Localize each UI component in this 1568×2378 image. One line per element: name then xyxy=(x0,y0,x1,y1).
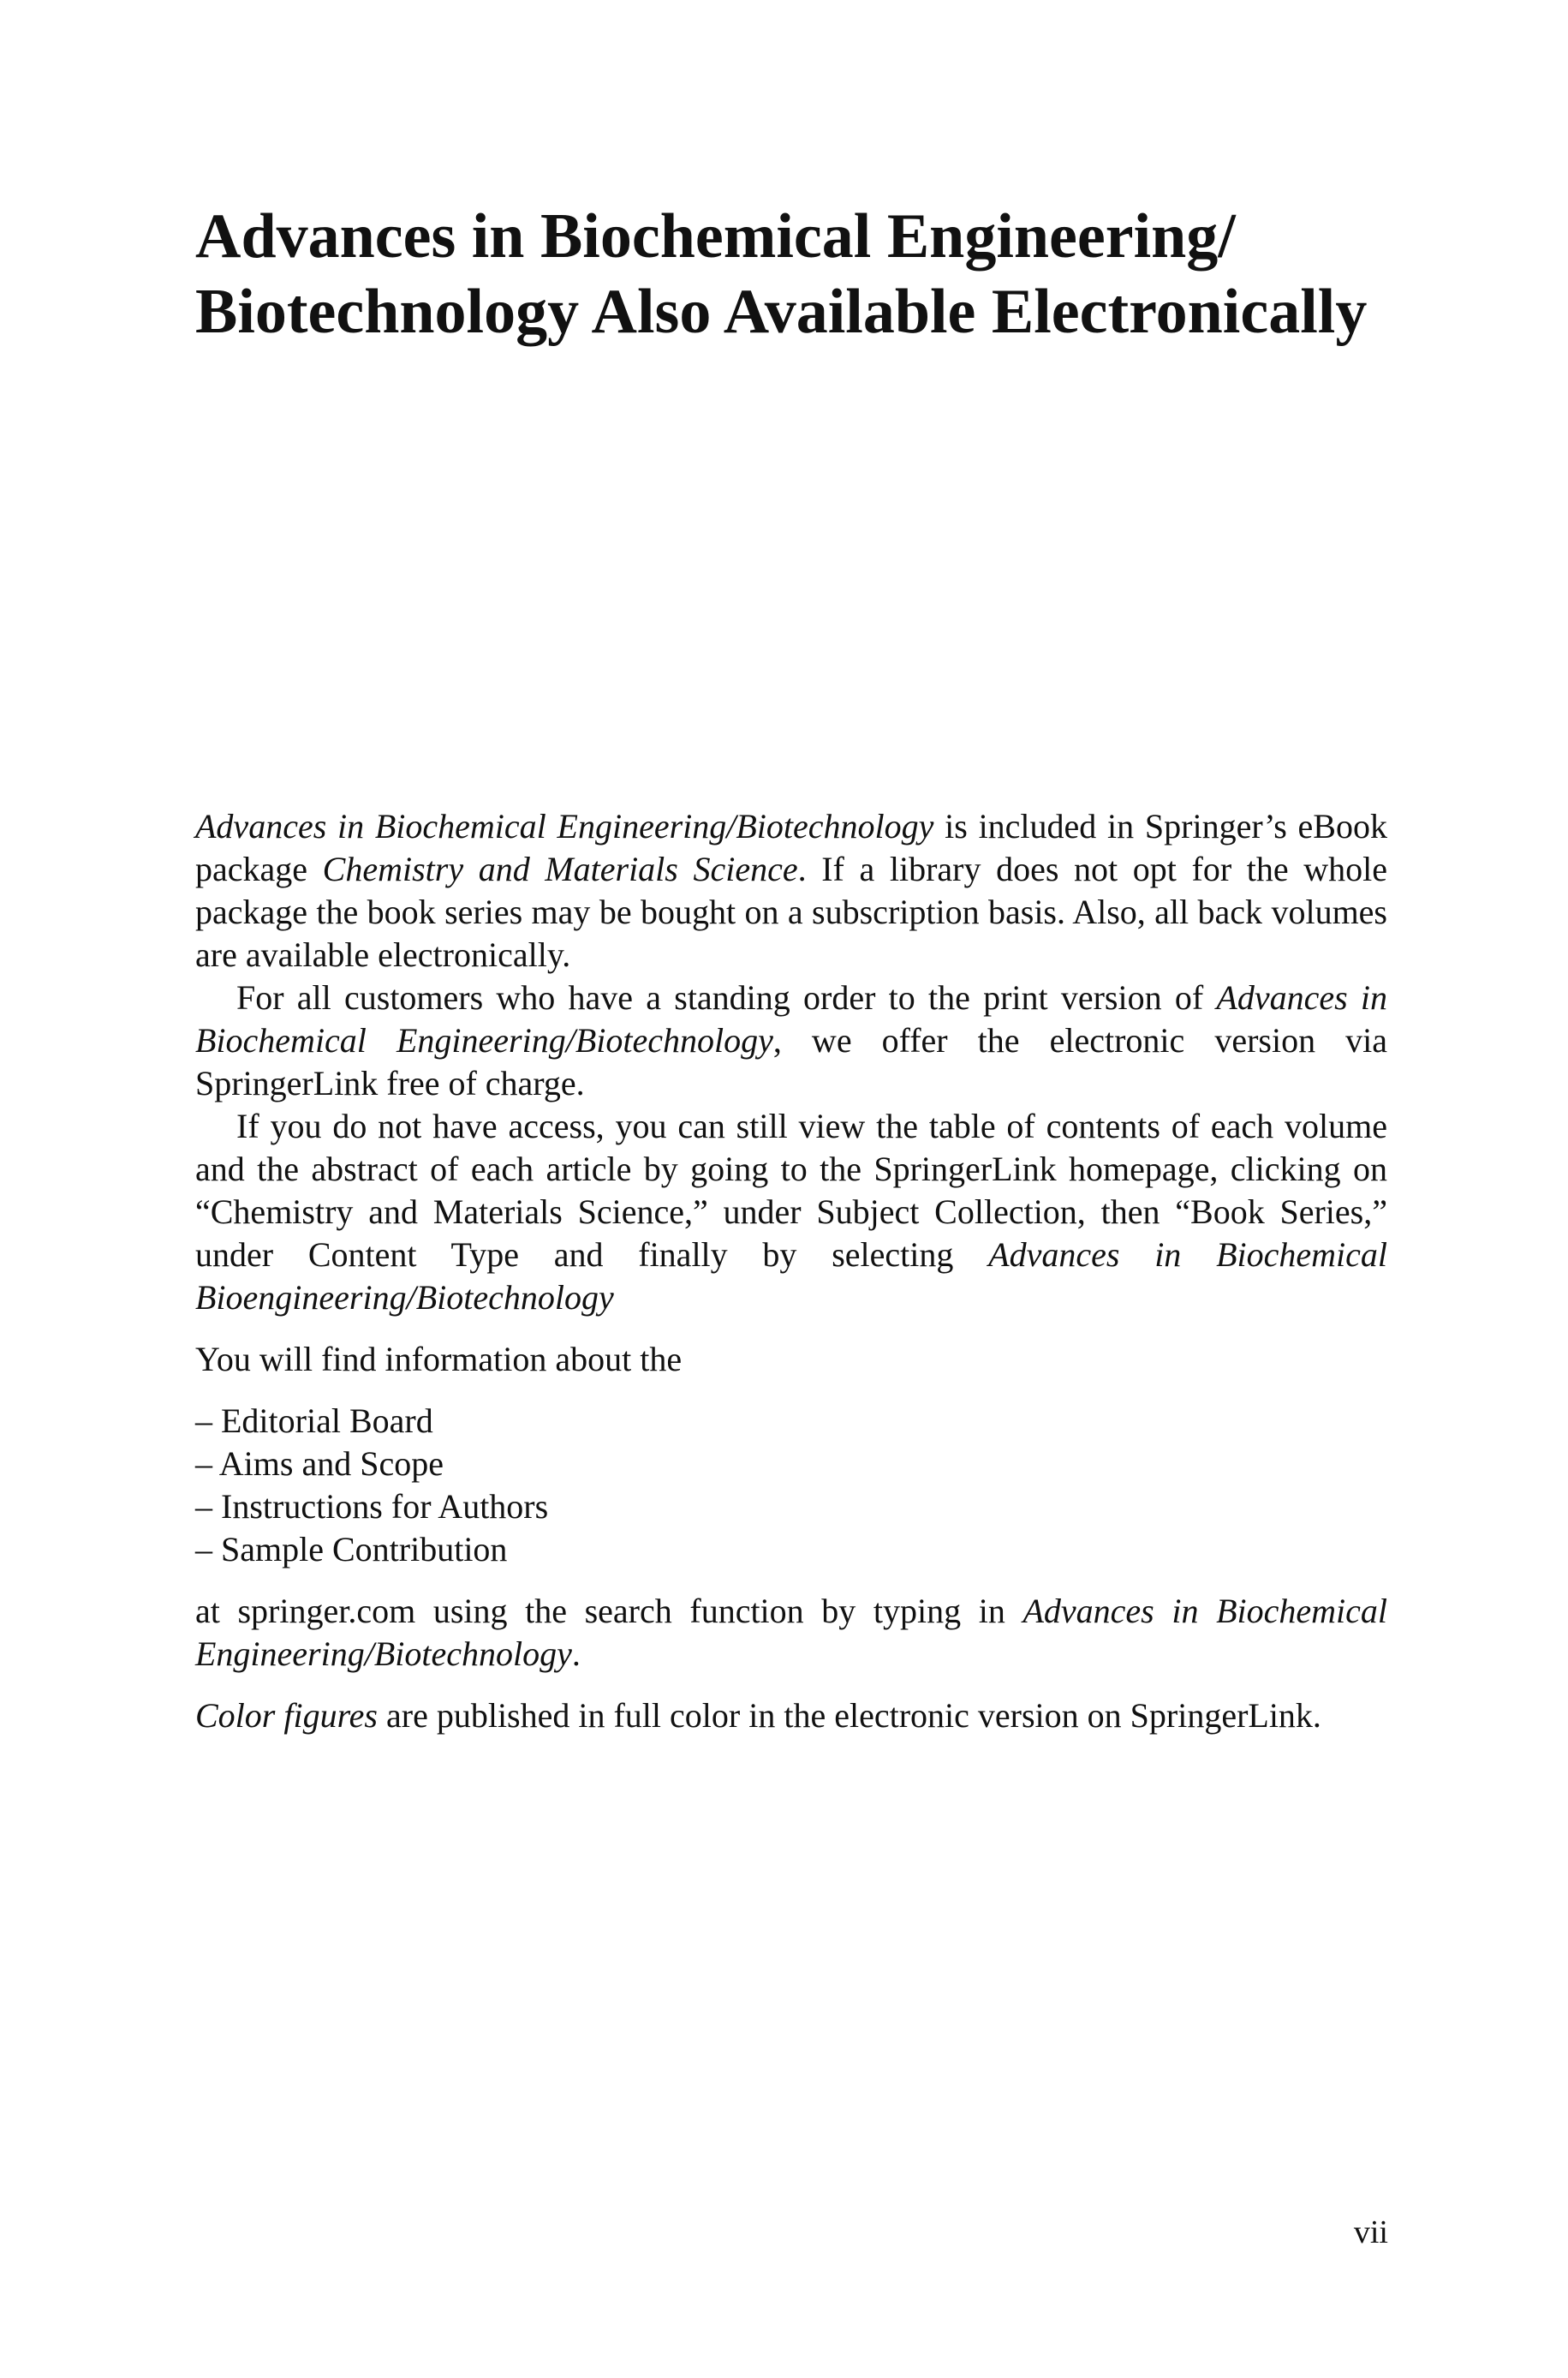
paragraph-text: . If a library does not opt for the whole package the book series may be bought on a subscription basis. Also, all back volumes are available electronically. xyxy=(195,850,1388,974)
list-item: – Aims and Scope xyxy=(195,1444,444,1483)
list-item: – Sample Contribution xyxy=(195,1530,508,1568)
paragraph-color-figures xyxy=(195,1694,1387,1737)
color-figures-italic: Color figures xyxy=(195,1696,378,1735)
paragraph-text: If you do not have access, you can still view the table of contents of each volume and the abstract of each article by going to the SpringerLink homepage, clicking on “Chemistry and Materials Science,” under Subject Collection, then “Book Series,” under Content Type and finally by selecting xyxy=(195,1107,1387,1274)
series-name-italic: Advances in Biochemical Engineering/Biotechnology xyxy=(195,807,934,845)
series-name-italic: Advances in Biochemical Engineering/Biotechnology xyxy=(195,978,1387,1060)
body-text xyxy=(195,805,1387,1737)
list-item: – Editorial Board xyxy=(195,1401,433,1440)
paragraph-search xyxy=(195,1590,1387,1676)
list-item: – Instructions for Authors xyxy=(195,1487,549,1526)
paragraph-text: at springer.com using the search function by typing in xyxy=(195,1592,1023,1630)
information-list xyxy=(195,1400,1387,1571)
paragraph-standing-order xyxy=(195,977,1387,1105)
paragraph-text: are published in full color in the electronic version on SpringerLink. xyxy=(378,1696,1321,1735)
package-name-italic: Chemistry and Materials Science xyxy=(322,850,798,888)
paragraph-text: , we offer the electronic version via SpringerLink free of charge. xyxy=(195,1021,1388,1102)
paragraph-text: For all customers who have a standing order to the print version of xyxy=(236,978,1217,1017)
series-name-italic: Advances in Biochemical Bioengineering/Biotechnology xyxy=(195,1235,1387,1317)
series-name-italic: Advances in Biochemical Engineering/Biotechnology xyxy=(195,1592,1388,1673)
page-title-line-2: Biotechnology Also Available Electronically xyxy=(195,277,1368,347)
page-title xyxy=(195,199,1394,350)
paragraph-text: . xyxy=(571,1634,581,1673)
paragraph-text: is included in Springer’s eBook package xyxy=(195,807,1387,888)
page-title-line-1: Advances in Biochemical Engineering/ xyxy=(195,201,1236,272)
paragraph-information-intro: You will find information about the xyxy=(195,1340,683,1378)
paragraph-ebook-package xyxy=(195,805,1387,977)
page-number: vii xyxy=(1353,2214,1388,2250)
paragraph-access xyxy=(195,1105,1387,1319)
